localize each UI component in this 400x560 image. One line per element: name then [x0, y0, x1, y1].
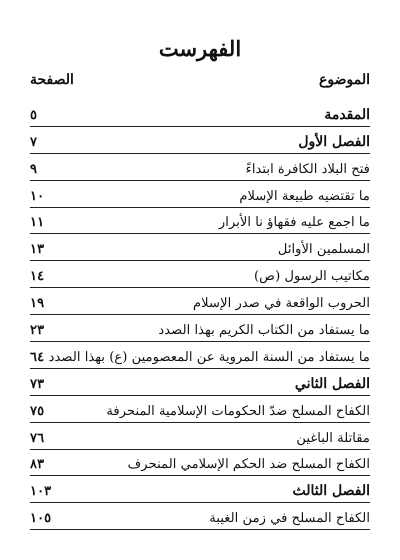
toc-page-number: ٧٦ — [30, 430, 45, 446]
toc-entry[interactable] — [30, 423, 370, 450]
toc-page-number: ٦٤ — [30, 349, 45, 365]
toc-page-number: ١٠٣ — [30, 484, 52, 500]
toc-page-number: ٢٣ — [30, 323, 45, 339]
toc-entry-label: ما يستفاد من الكتاب الكريم بهذا الصدد — [158, 323, 370, 339]
toc-entry-label: الفصل الأول — [298, 133, 370, 150]
toc-entry-label: مكاتيب الرسول (ص) — [254, 269, 370, 285]
toc-section-heading[interactable] — [30, 369, 370, 396]
column-header — [30, 72, 370, 88]
toc-entry[interactable] — [30, 396, 370, 423]
page-column-header: الصفحة — [30, 72, 74, 88]
toc-entry-label: الكفاح المسلح ضد الحكم الإسلامي المنحرف — [127, 457, 370, 473]
toc-entry-label: الفصل الثالث — [292, 483, 370, 500]
toc-page-number: ١٠ — [30, 188, 45, 204]
page-title: الفهرست — [158, 36, 242, 61]
toc-list — [30, 100, 370, 530]
toc-section-heading[interactable] — [30, 100, 370, 127]
toc-page-number: ٧ — [30, 134, 38, 150]
toc-entry-label: الكفاح المسلح في زمن الغيبة — [209, 511, 370, 527]
toc-page-number: ١١ — [30, 215, 45, 231]
toc-section-heading[interactable] — [30, 476, 370, 503]
toc-page-number: ٩ — [30, 161, 38, 177]
toc-entry[interactable] — [30, 342, 370, 369]
toc-page-number: ١٤ — [30, 269, 45, 285]
toc-page-number: ٨٣ — [30, 457, 45, 473]
toc-entry-label: ما تقتضيه طبيعة الإسلام — [239, 188, 370, 204]
row-divider — [30, 529, 370, 530]
toc-page-number: ١٩ — [30, 296, 45, 312]
toc-entry[interactable] — [30, 261, 370, 288]
toc-entry[interactable] — [30, 154, 370, 181]
toc-entry-label: المقدمة — [324, 106, 370, 123]
toc-entry-label: المسلمين الأوائل — [277, 242, 370, 258]
toc-page-number: ١٠٥ — [30, 511, 52, 527]
toc-section-heading[interactable] — [30, 127, 370, 154]
toc-entry-label: الكفاح المسلح ضدّ الحكومات الإسلامية المنحرفة — [106, 403, 370, 419]
toc-entry-label: الحروب الواقعة في صدر الإسلام — [193, 296, 370, 312]
toc-entry-label: ما يستفاد من السنة المروية عن المعصومين (ع) بهذا الصدد — [48, 349, 370, 365]
toc-page-number: ١٣ — [30, 242, 45, 258]
toc-entry[interactable] — [30, 315, 370, 342]
toc-page-number: ٥ — [30, 107, 38, 123]
toc-entry[interactable] — [30, 288, 370, 315]
toc-entry-label: فتح البلاد الكافرة ابتداءً — [245, 161, 370, 177]
toc-entry[interactable] — [30, 208, 370, 235]
toc-entry[interactable] — [30, 234, 370, 261]
toc-entry-label: ما اجمع عليه فقهاؤ نا الأبرار — [218, 215, 370, 231]
toc-entry-label: الفصل الثاني — [294, 375, 370, 392]
toc-page-number: ٧٥ — [30, 403, 45, 419]
toc-entry[interactable] — [30, 450, 370, 477]
toc-entry[interactable] — [30, 503, 370, 530]
topic-column-header: الموضوع — [319, 72, 370, 88]
toc-entry[interactable] — [30, 181, 370, 208]
toc-page-number: ٧٣ — [30, 376, 45, 392]
toc-entry-label: مقاتلة الباغين — [296, 430, 370, 446]
